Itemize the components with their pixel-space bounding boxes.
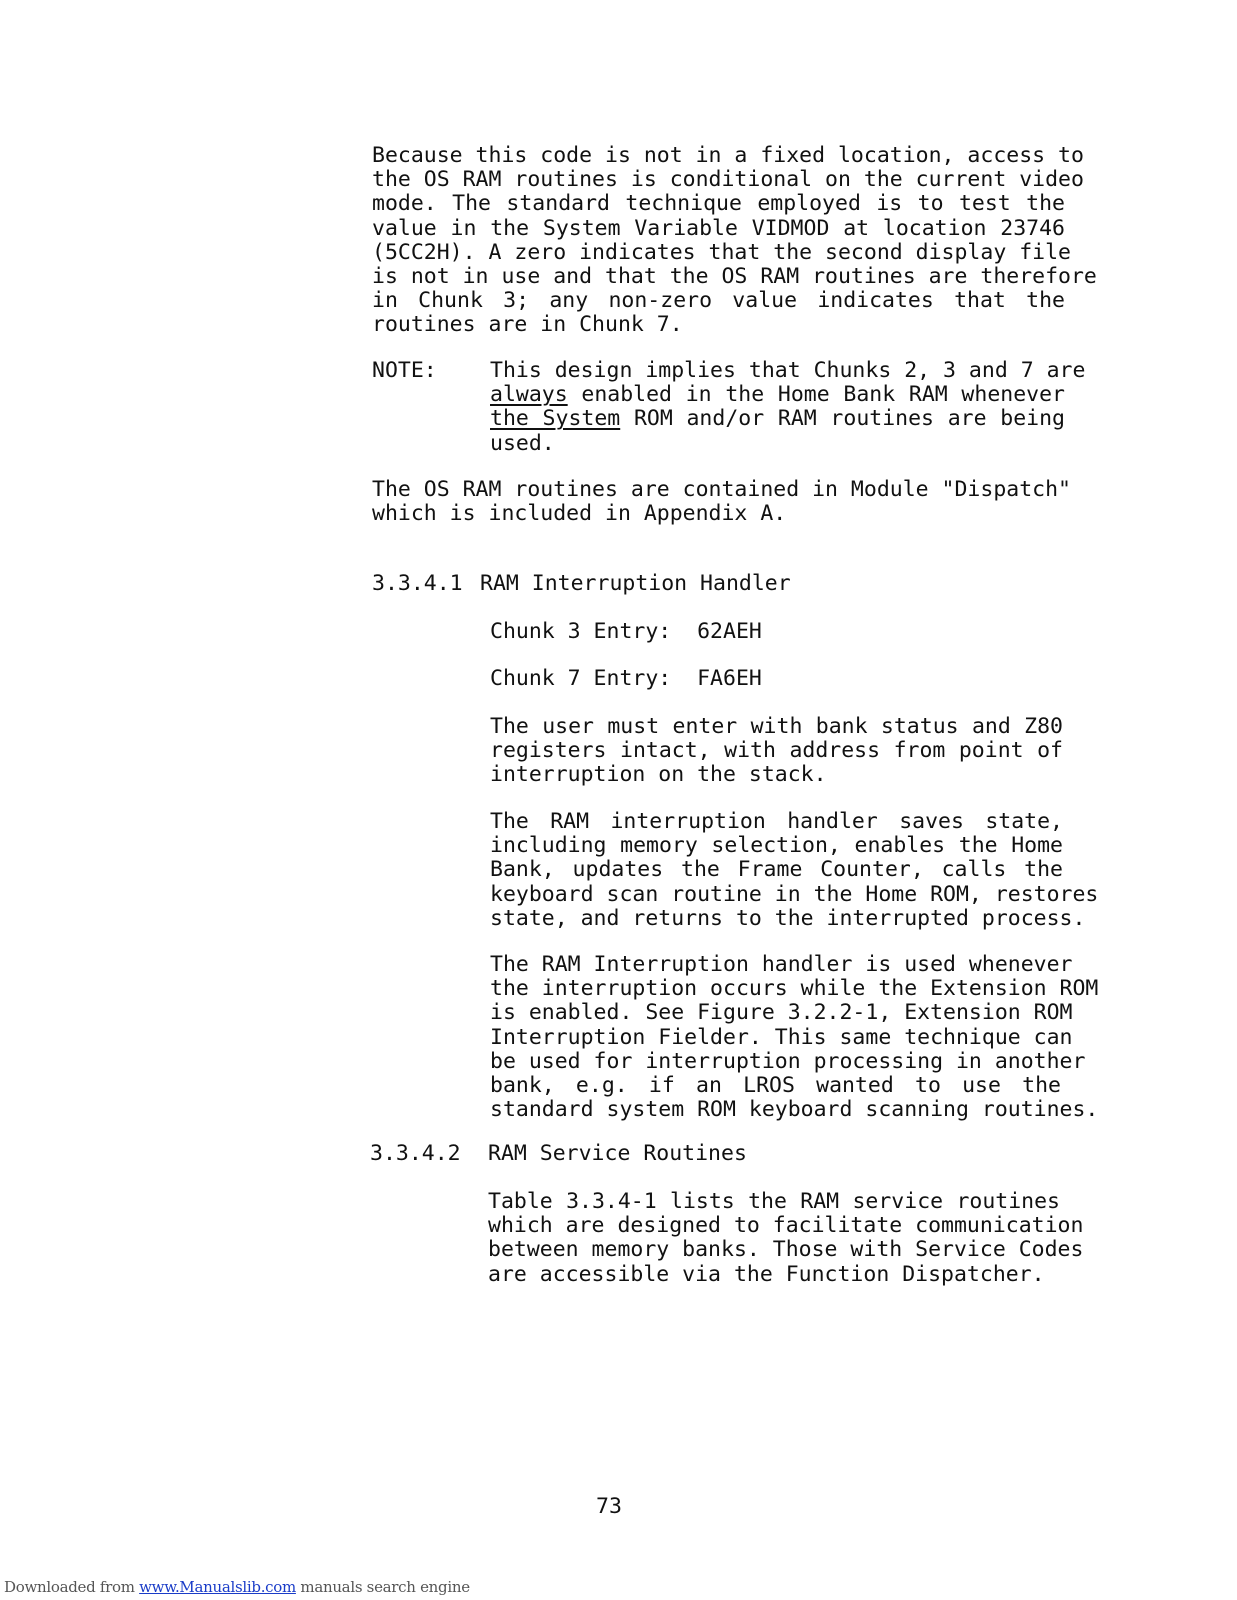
section-3342-number: 3.3.4.2	[370, 1141, 461, 1166]
para-line: is enabled. See Figure 3.2.2-1, Extension ROM	[490, 1000, 1073, 1026]
intro-line: is not in use and that the OS RAM routines are therefore	[372, 264, 1097, 290]
section-3341-para1	[490, 715, 1063, 788]
intro-line: value in the System Variable VIDMOD at location 23746	[372, 215, 1065, 241]
dispatch-line: The OS RAM routines are contained in Module "Dispatch"	[372, 477, 1071, 502]
note-line	[490, 407, 1065, 431]
note-label: NOTE:	[372, 358, 437, 383]
para-line: which are designed to facilitate communication	[488, 1213, 1084, 1239]
footer-suffix: manuals search engine	[295, 1578, 470, 1596]
para-line: standard system ROM keyboard scanning routines.	[490, 1097, 1099, 1123]
para-line: the interruption occurs while the Extension ROM	[490, 976, 1099, 1002]
manualslib-link[interactable]: www.Manualslib.com	[139, 1578, 296, 1596]
para-line: including memory selection, enables the Home	[490, 833, 1063, 859]
section-3341-para2	[490, 809, 1099, 931]
dispatch-paragraph	[372, 477, 1071, 527]
para-line: between memory banks. Those with Service Codes	[488, 1237, 1084, 1263]
section-3342-para1	[488, 1189, 1084, 1287]
para-line: be used for interruption processing in another	[490, 1048, 1086, 1074]
para-line: The RAM interruption handler saves state,	[490, 809, 1063, 834]
para-line: The user must enter with bank status and Z80	[490, 714, 1063, 739]
intro-line: mode. The standard technique employed is to test the	[372, 191, 1065, 217]
section-3341-para3	[490, 952, 1099, 1123]
para-line: Interruption Fielder. This same technique can	[490, 1024, 1073, 1050]
note-paragraph	[490, 358, 1086, 456]
section-3341-title: RAM Interruption Handler	[480, 571, 791, 596]
footer-prefix: Downloaded from	[4, 1578, 140, 1596]
page-number: 73	[596, 1494, 622, 1519]
note-underlined-text: always	[490, 382, 568, 408]
para-line: interruption on the stack.	[490, 762, 827, 788]
para-line: state, and returns to the interrupted process.	[490, 905, 1086, 931]
intro-line: Because this code is not in a fixed location, access to	[372, 143, 1084, 168]
intro-paragraph	[372, 143, 1097, 338]
section-3341-number: 3.3.4.1	[372, 571, 463, 596]
para-line: are accessible via the Function Dispatcher.	[488, 1261, 1045, 1287]
download-footer	[4, 1578, 470, 1596]
para-line: registers intact, with address from point of	[490, 738, 1063, 764]
intro-line: (5CC2H). A zero indicates that the second display file	[372, 239, 1071, 265]
note-line: This design implies that Chunks 2, 3 and 7 are	[490, 358, 1086, 383]
dispatch-line: which is included in Appendix A.	[372, 501, 787, 527]
note-text: ROM and/or RAM routines are being	[620, 406, 1065, 432]
note-underlined-text: the System	[490, 406, 621, 432]
para-line: Bank, updates the Frame Counter, calls the	[490, 857, 1063, 883]
section-3342-title: RAM Service Routines	[488, 1141, 747, 1166]
intro-line: routines are in Chunk 7.	[372, 312, 683, 338]
note-line	[490, 383, 1065, 407]
chunk3-entry: Chunk 3 Entry: 62AEH	[490, 619, 762, 644]
para-line: bank, e.g. if an LROS wanted to use the	[490, 1073, 1061, 1099]
chunk7-entry: Chunk 7 Entry: FA6EH	[490, 666, 762, 691]
note-text: enabled in the Home Bank RAM whenever	[567, 382, 1065, 408]
intro-line: the OS RAM routines is conditional on the current video	[372, 167, 1084, 193]
para-line: keyboard scan routine in the Home ROM, restores	[490, 881, 1099, 907]
note-line: used.	[490, 430, 555, 456]
para-line: The RAM Interruption handler is used whenever	[490, 952, 1073, 977]
para-line: Table 3.3.4-1 lists the RAM service routines	[488, 1189, 1060, 1214]
intro-line: in Chunk 3; any non-zero value indicates that the	[372, 288, 1065, 314]
